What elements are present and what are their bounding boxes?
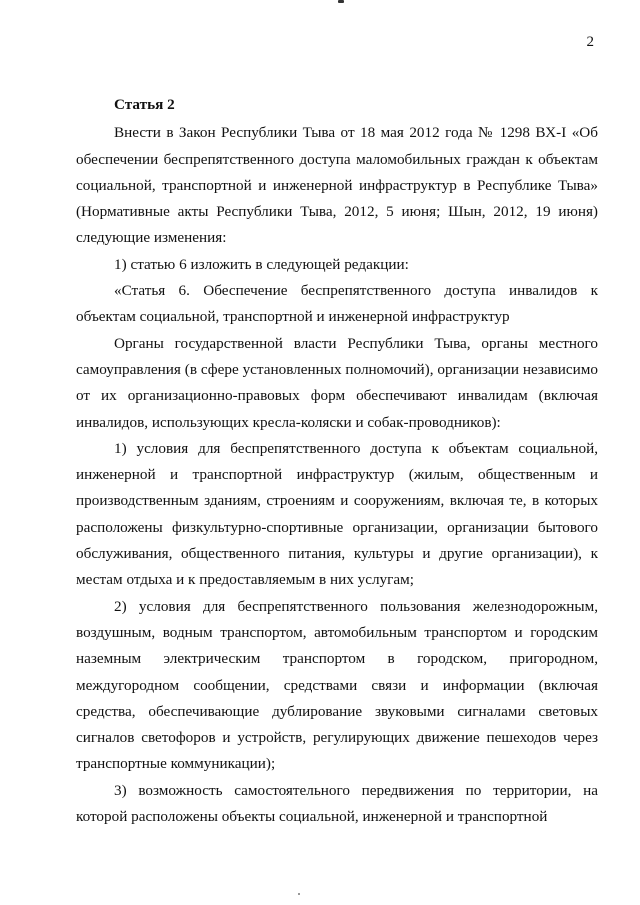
paragraph-condition-2: 2) условия для беспрепятственного пользования железнодорожным, воздушным, водным транспортом, автомобильным транспортом и городским наземным электрическим транспортом в городском, пригородном, междугородном сообщении, средствами связи и информации (включая средства, обеспечивающие дублирование звуковыми сигналами световых сигналов светофоров и устройств, регулирующих движение пешеходов через транспортные коммуникации); <box>76 597 598 773</box>
scan-artifact <box>338 0 344 3</box>
paragraph-article-6-title: «Статья 6. Обеспечение беспрепятственного доступа инвалидов к объектам социальной, транспортной и инженерной инфраструктур <box>76 282 598 326</box>
page-number: 2 <box>586 34 594 50</box>
scan-artifact-dot <box>298 893 300 895</box>
paragraph-condition-3: 3) возможность самостоятельного передвижения по территории, на которой расположены объекты социальной, инженерной и транспортной <box>76 781 598 826</box>
article-heading: Статья 2 <box>114 96 175 113</box>
paragraph-condition-1: 1) условия для беспрепятственного доступа к объектам социальной, инженерной и транспортной инфраструктур (жилым, общественным и производственным зданиям, строениям и сооружениям, включая те, в которых расположены физкультурно-спортивные организации, организации бытового обслуживания, общественного питания, культуры и другие организации), к местам отдыха и к предоставляемым в них услугам; <box>76 439 598 589</box>
article-body <box>76 92 598 830</box>
paragraph-authorities: Органы государственной власти Республики Тыва, органы местного самоуправления (в сфере установленных полномочий), организации независимо от их организационно-правовых форм обеспечивают инвалидам (включая инвалидов, использующих кресла-коляски и собак-проводников): <box>76 334 598 431</box>
paragraph-item-1-intro: 1) статью 6 изложить в следующей редакции: <box>114 255 409 273</box>
paragraph-amendment-intro: Внести в Закон Республики Тыва от 18 мая 2012 года № 1298 ВХ-I «Об обеспечении беспрепятственного доступа маломобильных граждан к объектам социальной, транспортной и инженерной инфраструктур в Республике Тыва» (Нормативные акты Республики Тыва, 2012, 5 июня; Шын, 2012, 19 июня) следующие изменения: <box>76 124 598 247</box>
